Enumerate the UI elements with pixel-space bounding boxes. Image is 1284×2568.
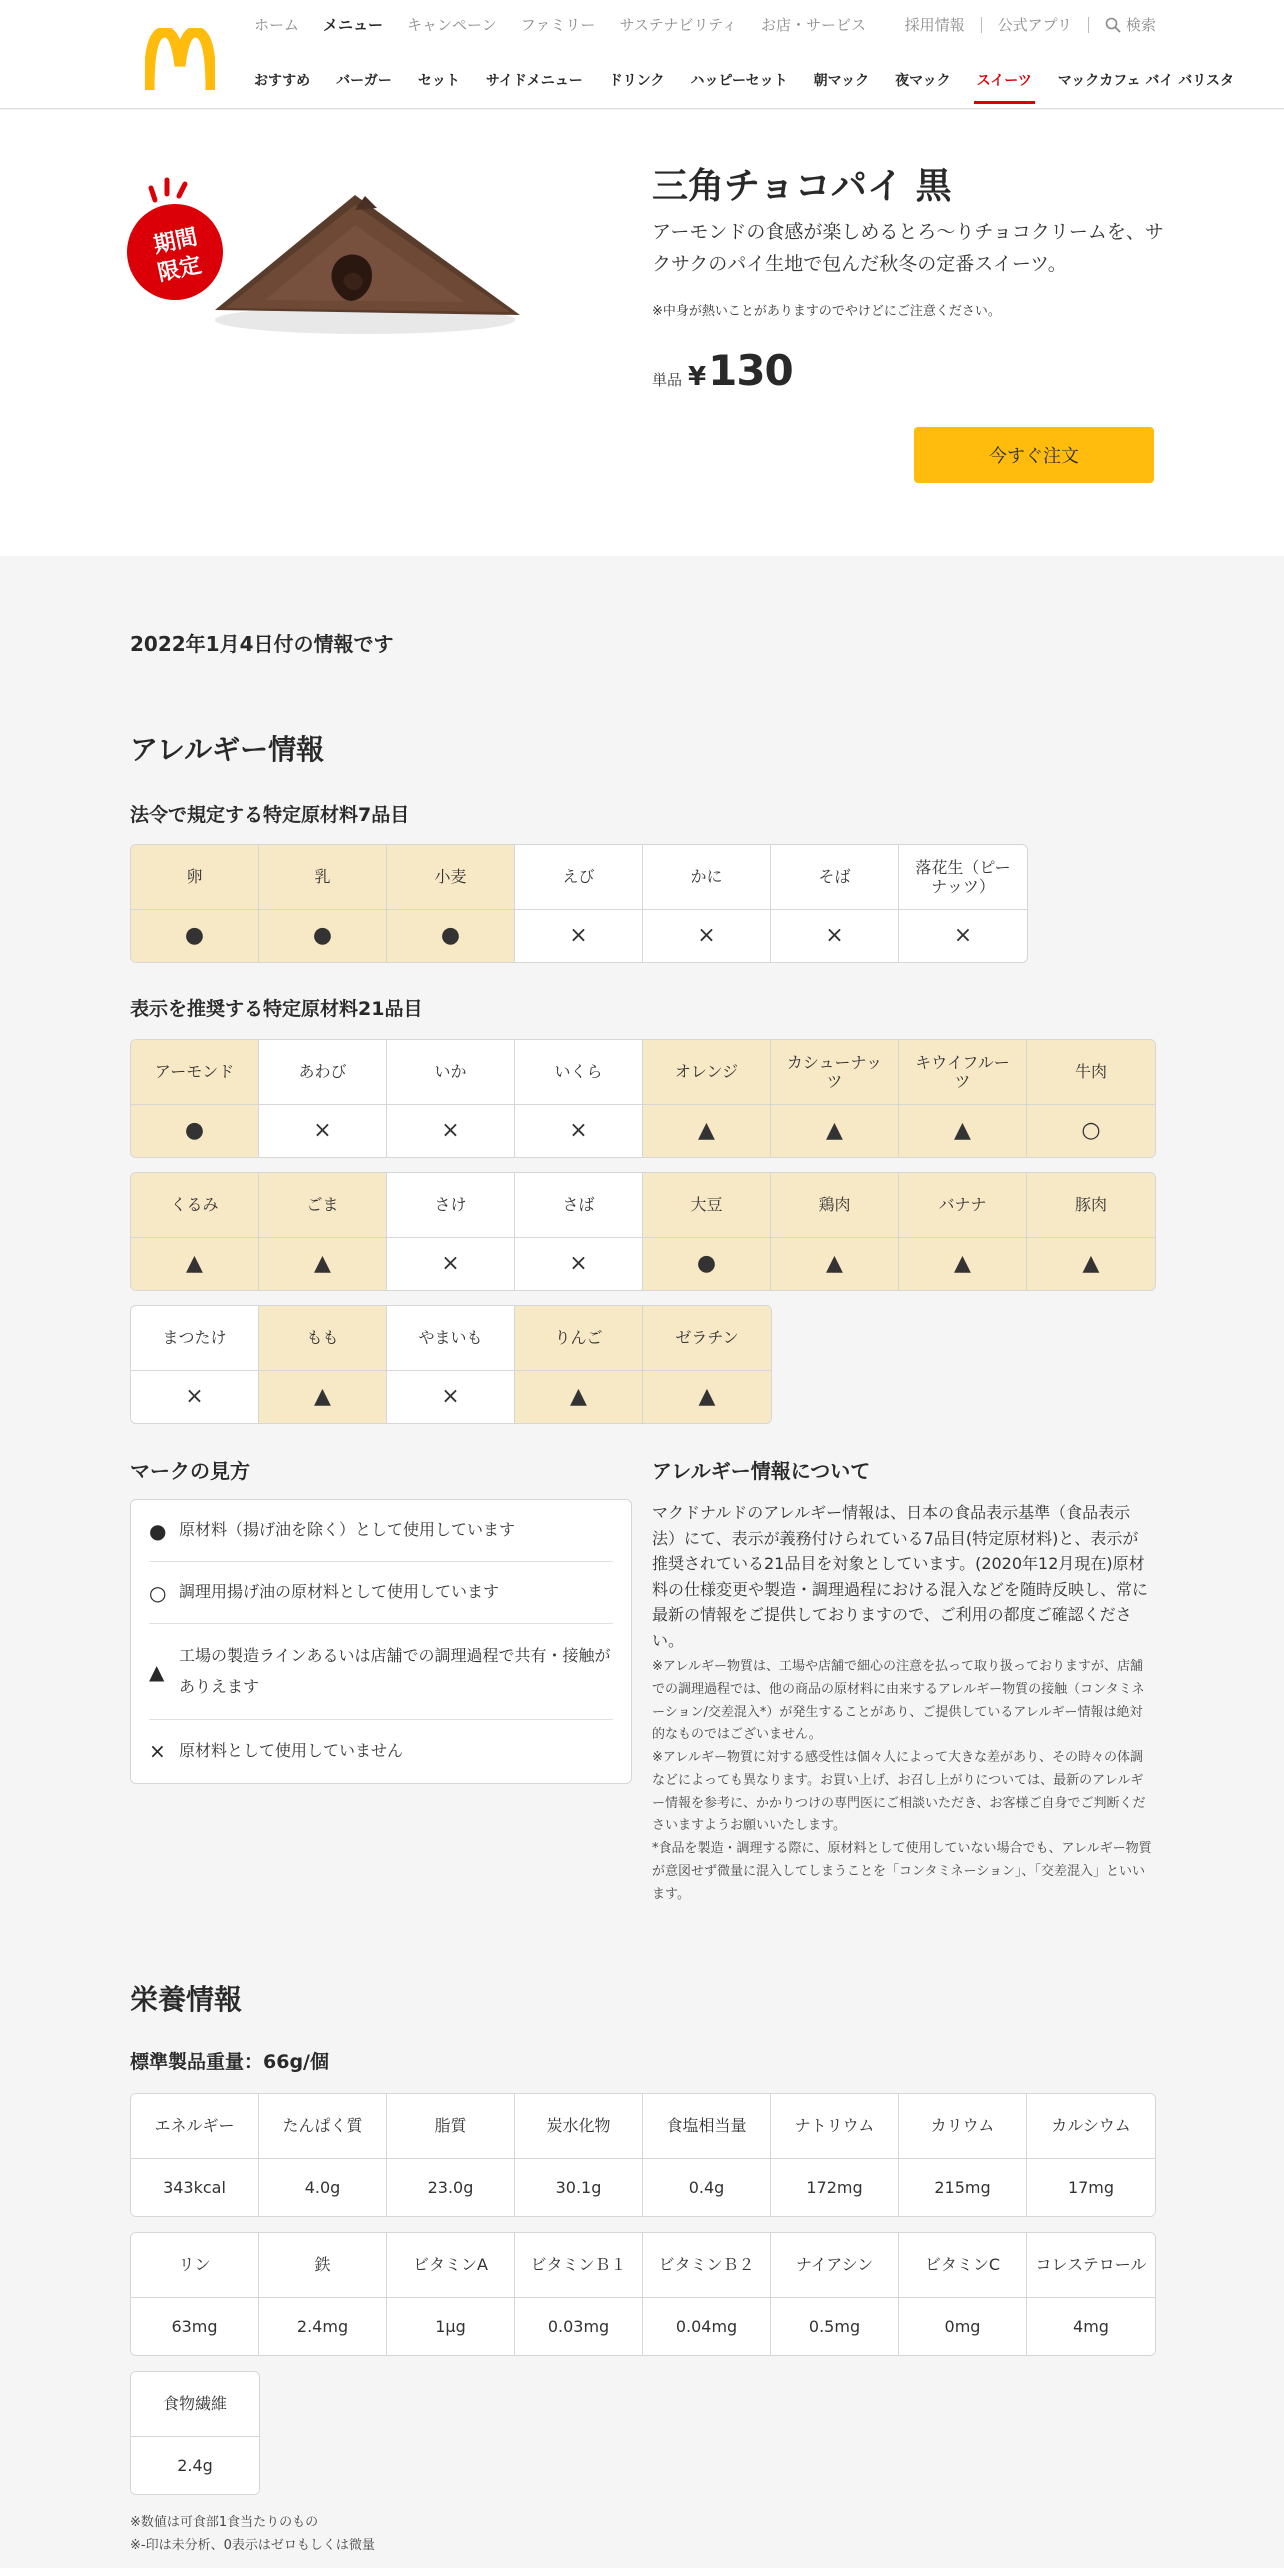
triangle-icon: ▲ — [149, 1659, 165, 1684]
allergy-table-specific7 — [130, 844, 1028, 963]
allergen-name: そば — [771, 845, 899, 910]
info-date-note: 2022年1月4日付の情報です — [130, 632, 394, 656]
filled-circle-icon: ● — [149, 1518, 167, 1543]
allergen-name: バナナ — [899, 1173, 1027, 1238]
legend-text: 工場の製造ラインあるいは店舗での調理過程で共有・接触がありえます — [179, 1646, 611, 1696]
search-icon — [1105, 17, 1121, 33]
allergen-mark: × — [259, 1105, 387, 1157]
allergen-name: 小麦 — [387, 845, 515, 910]
util-nav-family[interactable]: ファミリー — [520, 16, 596, 34]
main-nav-sets[interactable]: セット — [417, 73, 460, 89]
allergen-name: やまいも — [387, 1306, 515, 1371]
allergen-mark: × — [515, 1238, 643, 1290]
allergy-section-title: アレルギー情報 — [130, 733, 325, 766]
nutrient-name: 食塩相当量 — [643, 2094, 771, 2159]
allergen-mark: ▲ — [771, 1105, 899, 1157]
allergen-mark: ● — [131, 1105, 259, 1157]
util-nav-campaign[interactable]: キャンペーン — [407, 16, 497, 34]
allergen-mark: ▲ — [1027, 1238, 1155, 1290]
nutrient-value: 2.4mg — [259, 2298, 387, 2355]
about-note: *食品を製造・調理する際に、原材料として使用していない場合でも、アレルギー物質が意図せず微量に混入してしまうことを「コンタミネーション」、「交差混入」といいます。 — [652, 1841, 1152, 1902]
allergen-mark: ▲ — [131, 1238, 259, 1290]
nutrition-notes — [130, 2512, 375, 2558]
nutrient-name: ナトリウム — [771, 2094, 899, 2159]
nutrient-value: 23.0g — [387, 2159, 515, 2216]
site-header — [0, 0, 1284, 109]
nutrition-note: ※数値は可食部1食当たりのもの — [130, 2515, 319, 2530]
allergen-mark: ▲ — [643, 1371, 771, 1423]
allergen-name: えび — [515, 845, 643, 910]
recommended21-title: 表示を推奨する特定原材料21品目 — [130, 998, 423, 1020]
legend-box — [130, 1499, 632, 1784]
main-nav-side-menu[interactable]: サイドメニュー — [485, 73, 583, 89]
legend-text: 調理用揚げ油の原材料として使用しています — [179, 1582, 500, 1602]
allergen-name: あわび — [259, 1040, 387, 1105]
allergen-name: 豚肉 — [1027, 1173, 1155, 1238]
nutrition-table-row1 — [130, 2093, 1156, 2217]
recruit-link[interactable]: 採用情報 — [904, 16, 965, 34]
allergen-mark: ▲ — [643, 1105, 771, 1157]
allergen-name: 卵 — [131, 845, 259, 910]
main-nav-drinks[interactable]: ドリンク — [608, 73, 665, 89]
allergen-mark: ▲ — [899, 1238, 1027, 1290]
separator — [981, 17, 982, 33]
about-allergy-body: マクドナルドのアレルギー情報は、日本の食品表示基準（食品表示法）にて、表示が義務付けられている7品目(特定原材料)と、表示が推奨されている21品目を対象としています。(2020年12月現在)原材料の仕様変更や製造・調理過程における混入などを随時反映し、常に最新の情報をご提供しておりますので、ご利用の都度ご確認ください。 — [652, 1503, 1149, 1650]
allergen-mark: ● — [259, 910, 387, 962]
cross-icon: × — [149, 1739, 166, 1763]
legend-item — [149, 1500, 613, 1562]
badge-line1: 期間 — [151, 224, 200, 259]
allergen-mark: × — [515, 1105, 643, 1157]
separator — [1088, 17, 1089, 33]
nutrient-name: ビタミンＢ１ — [515, 2233, 643, 2298]
product-image — [125, 150, 525, 350]
allergen-name: ゼラチン — [643, 1306, 771, 1371]
main-nav-sweets[interactable]: スイーツ — [977, 70, 1032, 106]
allergen-name: いくら — [515, 1040, 643, 1105]
allergen-mark: × — [387, 1105, 515, 1157]
nutrient-name: 脂質 — [387, 2094, 515, 2159]
allergy-table-recommended-row3 — [130, 1305, 772, 1424]
allergen-name: さけ — [387, 1173, 515, 1238]
product-title: 三角チョコパイ 黒 — [652, 166, 952, 207]
allergen-name: さば — [515, 1173, 643, 1238]
nutrient-value: 0.4g — [643, 2159, 771, 2216]
badge-line2: 限定 — [155, 252, 204, 287]
about-allergy-title: アレルギー情報について — [652, 1459, 871, 1483]
nutrient-name: カリウム — [899, 2094, 1027, 2159]
main-nav — [254, 70, 1260, 106]
allergen-mark: ▲ — [899, 1105, 1027, 1157]
allergen-mark: ● — [387, 910, 515, 962]
allergen-name: 乳 — [259, 845, 387, 910]
nutrient-name: たんぱく質 — [259, 2094, 387, 2159]
nutrient-value: 0.03mg — [515, 2298, 643, 2355]
nutrition-table-row3 — [130, 2371, 260, 2495]
nutrient-name: コレステロール — [1027, 2233, 1155, 2298]
nutrition-section-title: 栄養情報 — [130, 1983, 243, 2016]
util-nav-stores-services[interactable]: お店・サービス — [761, 16, 867, 34]
allergen-mark: ○ — [1027, 1105, 1155, 1157]
util-nav-sustainability[interactable]: サステナビリティ — [619, 16, 738, 34]
product-caution: ※中身が熱いことがありますのでやけどにご注意ください。 — [652, 304, 1001, 319]
about-allergy-notes — [652, 1656, 1154, 1906]
legend-item — [149, 1562, 613, 1624]
search-label: 検索 — [1125, 16, 1156, 34]
allergen-name: アーモンド — [131, 1040, 259, 1105]
nutrient-name: カルシウム — [1027, 2094, 1155, 2159]
nutrient-value: 2.4g — [131, 2437, 259, 2494]
util-nav-home[interactable]: ホーム — [254, 16, 300, 34]
about-note: ※アレルギー物質は、工場や店舗で細心の注意を払って取り扱っておりますが、店舗での調理過程では、他の商品の原材料に由来するアレルギー物質の接触（コンタミネーション/交差混入*）が発生することがあり、ご提供しているアレルギー情報は絶対的なものではございません。 — [652, 1659, 1145, 1743]
allergen-mark: ▲ — [259, 1238, 387, 1290]
util-nav-menu[interactable]: メニュー — [323, 16, 384, 34]
allergen-mark: × — [771, 910, 899, 962]
allergen-name: キウイフルーツ — [899, 1040, 1027, 1105]
allergen-name: 落花生（ピーナッツ） — [899, 845, 1027, 910]
allergen-mark: × — [387, 1238, 515, 1290]
nutrient-name: 食物繊維 — [131, 2372, 259, 2437]
nutrient-name: ナイアシン — [771, 2233, 899, 2298]
price-row — [652, 346, 793, 395]
legend-text: 原材料（揚げ油を除く）として使用しています — [179, 1520, 516, 1540]
nutrition-note: ※-印は未分析、0表示はゼロもしくは微量 — [130, 2537, 375, 2553]
allergen-mark: ▲ — [259, 1371, 387, 1423]
product-hero — [0, 110, 1284, 556]
about-note: ※アレルギー物質に対する感受性は個々人によって大きな差があり、その時々の体調などによっても異なります。お買い上げ、お召し上がりについては、最新のアレルギー情報を参考に、かかりつけの専門医にご相談いただき、お客様ご自身でご判断くださいますようお願いいたします。 — [652, 1750, 1146, 1834]
main-nav-recommended[interactable]: おすすめ — [254, 73, 311, 89]
nutrient-value: 0mg — [899, 2298, 1027, 2355]
price-currency: ¥ — [688, 362, 707, 392]
allergen-name: まつたけ — [131, 1306, 259, 1371]
legend-item — [149, 1624, 613, 1720]
allergy-table-recommended-row2 — [130, 1172, 1156, 1291]
allergen-name: 鶏肉 — [771, 1173, 899, 1238]
legend-text: 原材料として使用していません — [179, 1740, 404, 1760]
nutrient-name: ビタミンC — [899, 2233, 1027, 2298]
allergen-name: 牛肉 — [1027, 1040, 1155, 1105]
main-nav-burgers[interactable]: バーガー — [336, 73, 392, 89]
utility-nav — [254, 14, 890, 35]
price-label: 単品 — [652, 371, 683, 389]
legend-item — [149, 1720, 613, 1782]
nutrient-name: ビタミンA — [387, 2233, 515, 2298]
allergen-name: ごま — [259, 1173, 387, 1238]
main-nav-happy-set[interactable]: ハッピーセット — [690, 73, 788, 89]
main-nav-mccafe[interactable]: マックカフェ バイ バリスタ — [1057, 73, 1234, 89]
official-app-link[interactable]: 公式アプリ — [997, 16, 1072, 34]
allergen-mark: ● — [131, 910, 259, 962]
allergen-name: カシューナッツ — [771, 1040, 899, 1105]
specific7-title: 法令で規定する特定原材料7品目 — [130, 804, 410, 826]
nutrient-name: 炭水化物 — [515, 2094, 643, 2159]
nutrient-name: 鉄 — [259, 2233, 387, 2298]
product-description: アーモンドの食感が楽しめるとろ〜りチョコクリームを、サクサクのパイ生地で包んだ秋冬の定番スイーツ。 — [652, 221, 1164, 276]
allergen-name: オレンジ — [643, 1040, 771, 1105]
allergen-name: かに — [643, 845, 771, 910]
allergen-mark: × — [515, 910, 643, 962]
nutrient-name: リン — [131, 2233, 259, 2298]
nutrient-value: 215mg — [899, 2159, 1027, 2216]
search-button[interactable] — [1105, 14, 1156, 35]
allergen-name: もも — [259, 1306, 387, 1371]
limited-badge — [127, 180, 223, 300]
allergen-name: りんご — [515, 1306, 643, 1371]
allergen-mark: ● — [643, 1238, 771, 1290]
nutrient-value: 4mg — [1027, 2298, 1155, 2355]
utility-right-links — [905, 14, 1156, 35]
legend-title: マークの見方 — [130, 1459, 250, 1483]
allergy-table-recommended-row1 — [130, 1039, 1156, 1158]
allergen-mark: ▲ — [771, 1238, 899, 1290]
price-value: 130 — [708, 346, 793, 395]
allergen-mark: × — [387, 1371, 515, 1423]
order-now-button[interactable]: 今すぐ注文 — [914, 427, 1154, 483]
nutrient-value: 0.04mg — [643, 2298, 771, 2355]
nutrient-value: 4.0g — [259, 2159, 387, 2216]
nutrient-value: 1μg — [387, 2298, 515, 2355]
allergen-name: いか — [387, 1040, 515, 1105]
nutrient-name: エネルギー — [131, 2094, 259, 2159]
nutrient-value: 343kcal — [131, 2159, 259, 2216]
nutrient-value: 17mg — [1027, 2159, 1155, 2216]
nutrition-weight: 標準製品重量：66g/個 — [130, 2051, 329, 2073]
nutrient-value: 0.5mg — [771, 2298, 899, 2355]
allergen-mark: × — [643, 910, 771, 962]
nutrient-value: 63mg — [131, 2298, 259, 2355]
main-nav-night[interactable]: 夜マック — [895, 73, 951, 89]
allergen-mark: × — [953, 922, 973, 948]
allergen-mark: ▲ — [515, 1371, 643, 1423]
open-circle-icon: ○ — [149, 1580, 167, 1605]
allergen-name: 大豆 — [643, 1173, 771, 1238]
nutrition-table-row2 — [130, 2232, 1156, 2356]
allergen-mark: × — [131, 1371, 259, 1423]
main-nav-breakfast[interactable]: 朝マック — [813, 73, 870, 89]
nutrient-value: 30.1g — [515, 2159, 643, 2216]
mcdonalds-logo-icon[interactable] — [145, 28, 215, 92]
nutrient-name: ビタミンＢ２ — [643, 2233, 771, 2298]
nutrient-value: 172mg — [771, 2159, 899, 2216]
allergen-name: くるみ — [131, 1173, 259, 1238]
